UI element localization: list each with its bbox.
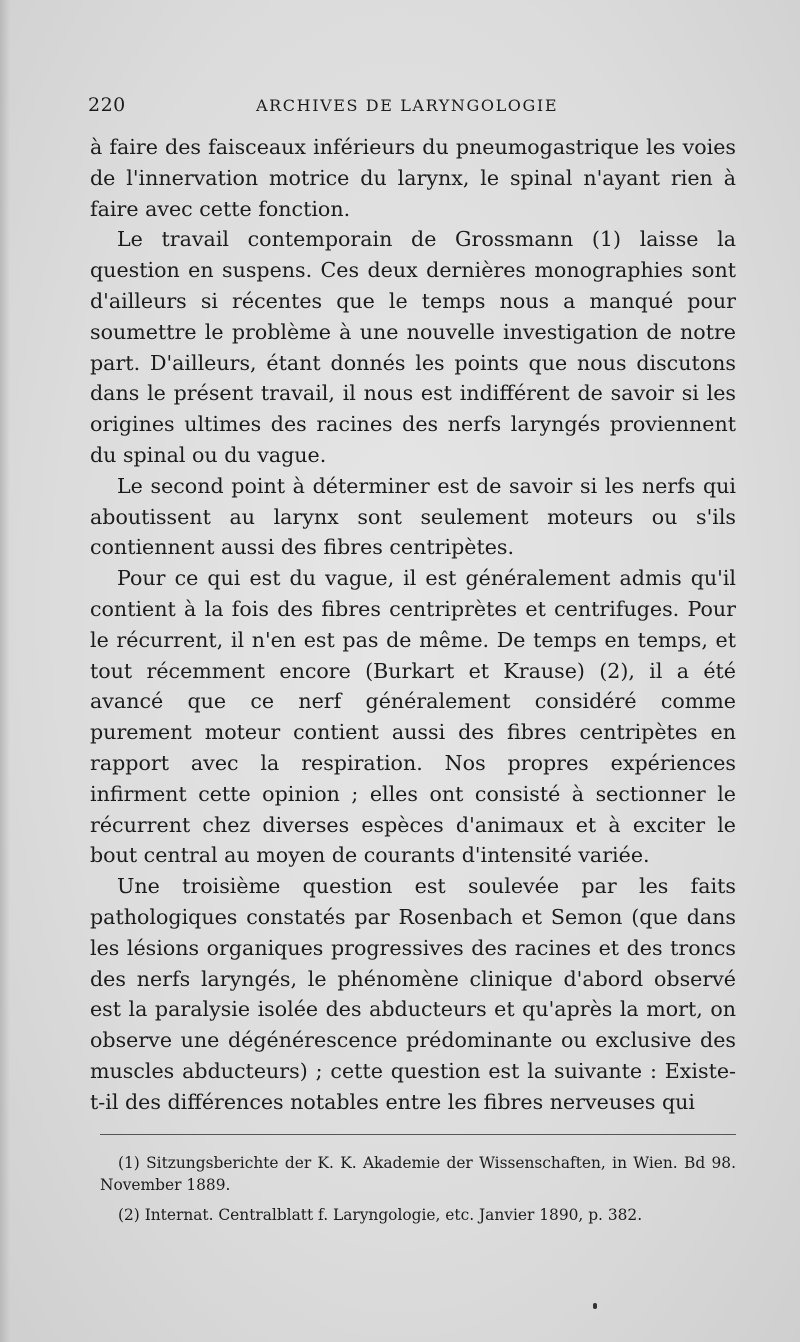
- paragraph: Le second point à déterminer est de savoir si les nerfs qui aboutissent au larynx sont seulement moteurs ou s'ils contiennent aussi des fibres centripètes.: [90, 473, 736, 560]
- footnote-divider: [100, 1134, 736, 1135]
- page-header: [88, 94, 736, 118]
- body-text: [90, 132, 736, 1118]
- paragraph: Pour ce qui est du vague, il est généralement admis qu'il contient à la fois des fibres centriprètes et centrifuges. Pour le récurrent, il n'en est pas de même. De temps en temps, et tout récemment encore (Burkart et Krause) (2), il a été avancé que ce nerf généralement considéré comme purement moteur contient aussi des fibres centripètes en rapport avec la respiration. Nos propres expériences infirment cette opinion ; elles ont consisté à sectionner le récurrent chez diverses espèces d'animaux et à exciter le bout central au moyen de courants d'intensité variée.: [90, 566, 736, 868]
- paragraph: Le travail contemporain de Grossmann (1) laisse la question en suspens. Ces deux dernières monographies sont d'ailleurs si récentes que le temps nous a manqué pour soumettre le problème à une nouvelle investigation de notre part. D'ailleurs, étant donnés les points que nous discutons dans le présent travail, il nous est indifférent de savoir si les origines ultimes des racines des nerfs laryngés proviennent du spinal ou du vague.: [90, 227, 736, 467]
- footnote: (2) Internat. Centralblatt f. Laryngologie, etc. Janvier 1890, p. 382.: [118, 1206, 643, 1224]
- running-head: ARCHIVES DE LARYNGOLOGIE: [256, 96, 559, 115]
- paragraph: Une troisième question est soulevée par les faits pathologiques constatés par Rosenbach et Semon (que dans les lésions organiques progressives des racines et des troncs des nerfs laryngés, le phénomène clinique d'abord observé est la paralysie isolée des abducteurs et qu'après la mort, on observe une dégénérescence prédominante ou exclusive des muscles abducteurs) ; cette question est la suivante : Existe-t-il des différences notables entre les fibres nerveuses qui: [90, 874, 736, 1114]
- footnote: (1) Sitzungsberichte der K. K. Akademie der Wissenschaften, in Wien. Bd 98. November 1889.: [100, 1154, 736, 1194]
- footnotes: [100, 1152, 736, 1234]
- paragraph: à faire des faisceaux inférieurs du pneumogastrique les voies de l'innervation motrice du larynx, le spinal n'ayant rien à faire avec cette fonction.: [90, 135, 736, 221]
- ink-speck: [593, 1303, 597, 1309]
- page-number: 220: [88, 94, 126, 116]
